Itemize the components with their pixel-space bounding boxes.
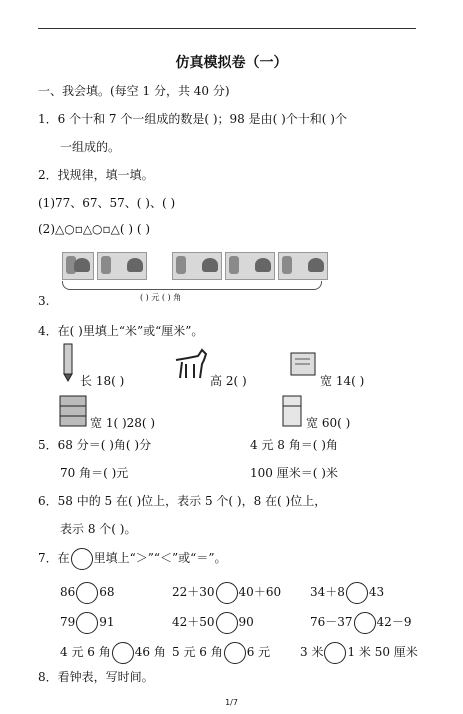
fridge-icon [280,394,304,428]
q6-line1: 6．58 中的 5 在( )位上，表示 5 个( )，8 在( )位上， [38,494,327,508]
compare-circle[interactable] [71,548,93,570]
horse-icon [172,348,210,380]
compare-item: 3 米 1 米 50 厘米 [300,642,418,664]
compare-circle[interactable] [216,582,238,604]
banknote-image [172,252,222,280]
compare-circle[interactable] [354,612,376,634]
q4-heading: 4．在( )里填上“米”或“厘米”。 [38,324,204,338]
q8-heading: 8．看钟表，写时间。 [38,670,154,684]
q5-line1-b: 4 元 8 角＝( )角 [250,438,338,452]
compare-item: 22＋30 40＋60 [172,582,281,604]
q5-line1-a: 5．68 分＝( )角( )分 [38,438,152,452]
banknote-image [225,252,275,280]
page-number: 1/7 [225,698,238,707]
q4-shelf: 宽 1( )28( ) [90,416,156,430]
q5-line2-b: 100 厘米＝( )米 [250,466,338,480]
section-heading: 一、我会填。(每空 1 分，共 40 分) [38,84,230,98]
q2-sub2: (2)△○▫△○▫△( ) ( ) [38,222,151,236]
brace [62,281,322,290]
q3-number: 3. [38,294,50,308]
compare-item: 4 元 6 角 46 角 [60,642,166,664]
q4-height: 高 2( ) [210,374,247,388]
banknote-image [62,252,94,280]
top-rule [38,28,416,29]
compare-item: 42＋50 90 [172,612,254,634]
q1-line2: 一组成的。 [60,140,121,154]
compare-item: 5 元 6 角 6 元 [172,642,270,664]
compare-circle[interactable] [224,642,246,664]
q4-length: 长 18( ) [80,374,125,388]
q7-heading-post: 里填上“＞”“＜”或“＝”。 [93,551,227,565]
compare-circle[interactable] [76,582,98,604]
compare-item: 76－37 42－9 [310,612,411,634]
pencil-icon [58,342,78,382]
compare-item: 79 91 [60,612,115,634]
compare-item: 86 68 [60,582,115,604]
q3-fill: ( ) 元 ( ) 角 [140,293,182,302]
compare-circle[interactable] [216,612,238,634]
compare-circle[interactable] [346,582,368,604]
q7-heading [38,548,226,570]
page-title: 仿真模拟卷（一） [175,55,288,71]
q4-width: 宽 14( ) [320,374,365,388]
banknote-image [278,252,328,280]
q7-heading-pre: 7．在 [38,551,70,565]
q5-line2-a: 70 角＝( )元 [60,466,129,480]
q1-line1: 1．6 个十和 7 个一组成的数是( )；98 是由( )个十和( )个 [38,112,347,126]
compare-circle[interactable] [76,612,98,634]
compare-circle[interactable] [112,642,134,664]
compare-circle[interactable] [324,642,346,664]
book-icon [288,350,318,378]
q4-fridge: 宽 60( ) [306,416,351,430]
q2-heading: 2．找规律，填一填。 [38,168,154,182]
banknote-image [97,252,147,280]
q2-sub1: (1)77、67、57、( )、( ) [38,196,176,210]
bookshelf-icon [58,394,88,428]
q6-line2: 表示 8 个( )。 [60,522,137,536]
compare-item: 34＋8 43 [310,582,384,604]
